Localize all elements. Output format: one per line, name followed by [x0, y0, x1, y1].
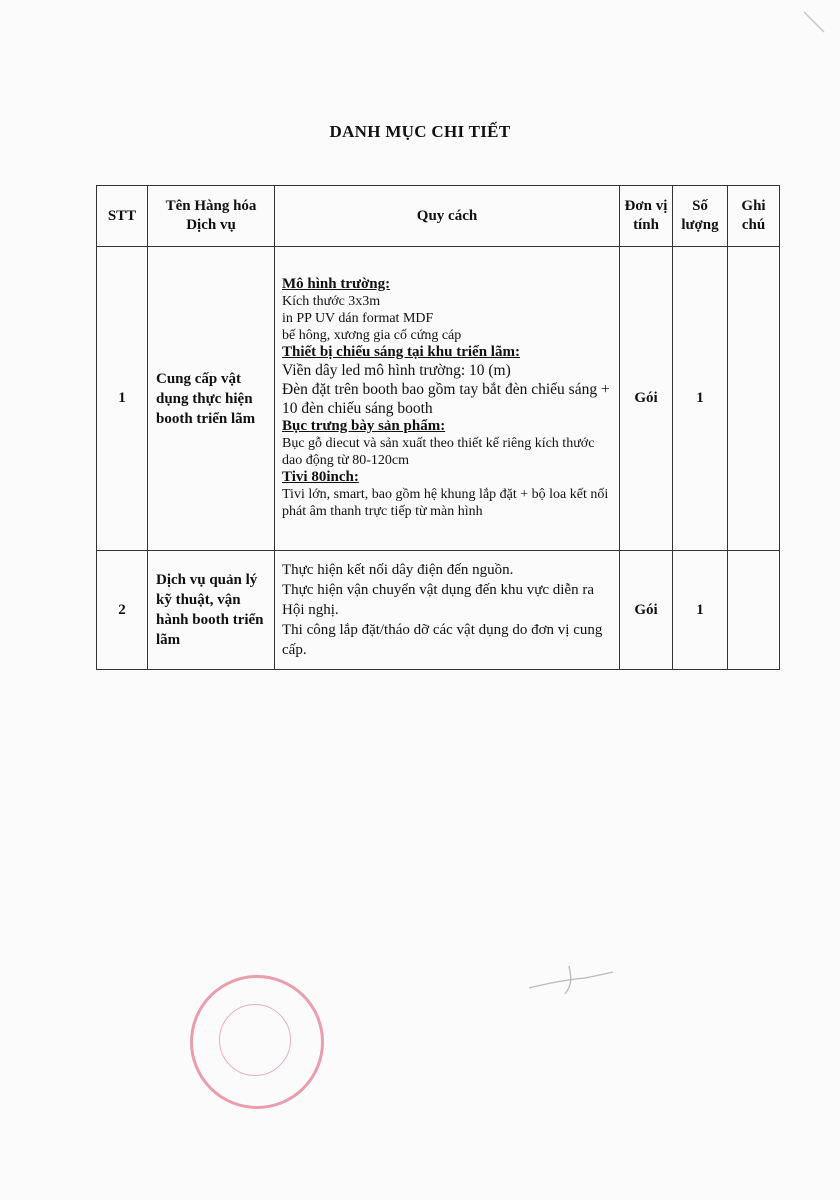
- header-qty: Số lượng: [673, 186, 728, 247]
- header-spec: Quy cách: [275, 186, 620, 247]
- row-qty: 1: [673, 247, 728, 551]
- signature: [525, 958, 615, 998]
- document-title: DANH MỤC CHI TIẾT: [329, 122, 511, 141]
- spec-line: Viền dây led mô hình trường: 10 (m): [282, 362, 511, 379]
- spec-line: Thực hiện kết nối dây điện đến nguồn.: [282, 562, 514, 578]
- official-seal-inner-ring: [219, 1004, 291, 1076]
- header-unit: Đơn vị tính: [620, 186, 673, 247]
- spec-line: in PP UV dán format MDF: [282, 311, 434, 326]
- table-row: [97, 247, 780, 551]
- row-name: Cung cấp vật dụng thực hiện booth triển lãm: [148, 247, 275, 551]
- official-seal: [190, 975, 324, 1109]
- row-unit: Gói: [620, 551, 673, 670]
- spec-heading: Thiết bị chiếu sáng tại khu triển lãm:: [282, 344, 520, 360]
- spec-line: bế hông, xương gia cố cứng cáp: [282, 328, 462, 343]
- spec-heading: Mô hình trường:: [282, 276, 391, 292]
- header-name: Tên Hàng hóa Dịch vụ: [148, 186, 275, 247]
- spec-line: Kích thước 3x3m: [282, 294, 381, 309]
- items-table: [96, 185, 780, 670]
- header-stt: STT: [97, 186, 148, 247]
- table-row: [97, 551, 780, 670]
- row-note: [728, 247, 780, 551]
- spec-line: Thực hiện vận chuyển vật dụng đến khu vực diễn ra Hội nghị.: [282, 582, 594, 618]
- row-unit: Gói: [620, 247, 673, 551]
- table-header-row: [97, 186, 780, 247]
- show-through-text: [110, 82, 730, 96]
- row-spec: [275, 247, 620, 551]
- spec-line: Đèn đặt trên booth bao gồm tay bắt đèn chiếu sáng + 10 đèn chiếu sáng booth: [282, 381, 610, 417]
- header-note: Ghi chú: [728, 186, 780, 247]
- row-qty: 1: [673, 551, 728, 670]
- corner-scan-mark: [800, 8, 830, 38]
- spec-line: Bục gỗ diecut và sản xuất theo thiết kế riêng kích thước dao động từ 80-120cm: [282, 436, 595, 468]
- spec-heading: Tivi 80inch:: [282, 469, 359, 485]
- row-name: Dịch vụ quản lý kỹ thuật, vận hành booth triển lãm: [148, 551, 275, 670]
- row-note: [728, 551, 780, 670]
- spec-line: Thi công lắp đặt/tháo dỡ các vật dụng do đơn vị cung cấp.: [282, 622, 603, 658]
- row-stt: 2: [97, 551, 148, 670]
- spec-line: Tivi lớn, smart, bao gồm hệ khung lắp đặt + bộ loa kết nối phát âm thanh trực tiếp từ màn hình: [282, 487, 609, 519]
- row-stt: 1: [97, 247, 148, 551]
- row-spec: [275, 551, 620, 670]
- spec-heading: Bục trưng bày sản phẩm:: [282, 418, 446, 434]
